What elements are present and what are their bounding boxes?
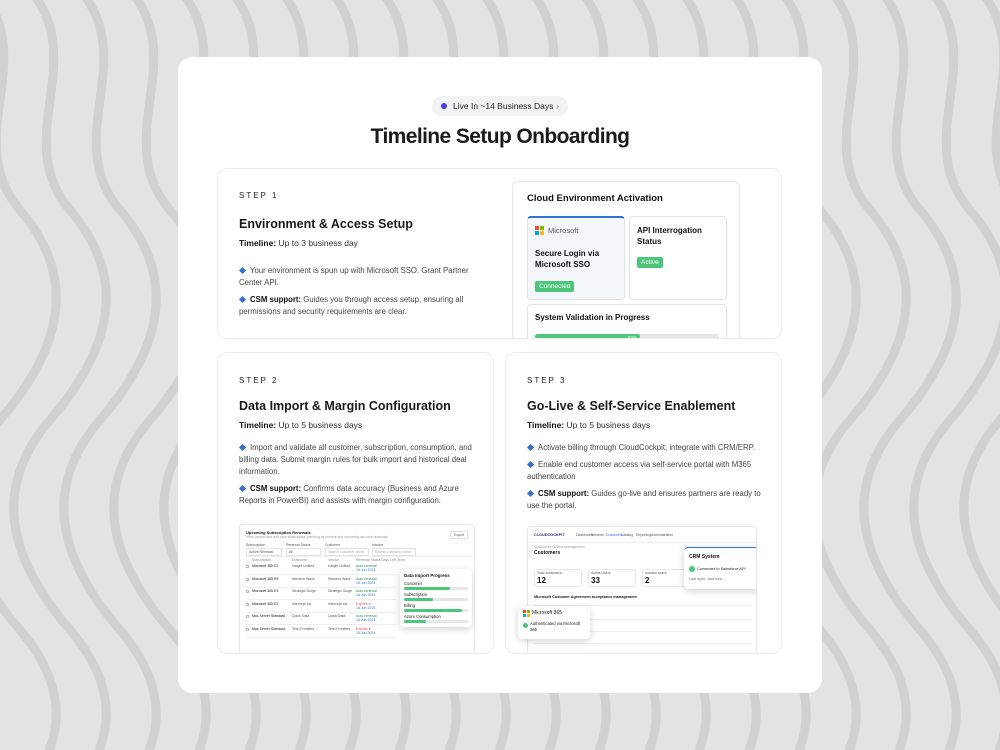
row-date: 16 Jun 2024 bbox=[356, 580, 376, 585]
timeline-label: Timeline: bbox=[527, 420, 565, 430]
import-item-fill bbox=[404, 598, 433, 601]
filter-1-select[interactable]: Active Renewal bbox=[246, 548, 282, 556]
row-vendor: Insight Unified bbox=[328, 564, 351, 568]
row-date: 16 Jun 2024 bbox=[356, 618, 376, 622]
row-date: 16 Jun 2024 bbox=[356, 593, 376, 597]
api-status-badge: Active bbox=[637, 257, 663, 268]
portal-nav-item[interactable]: Customers bbox=[606, 533, 623, 537]
timeline-value: Up to 5 business days bbox=[278, 420, 363, 430]
row-customer: Intercept Inc. bbox=[292, 601, 313, 606]
row-subscription: Microsoft 365 E3 bbox=[252, 601, 279, 606]
row-status: Auto-renewal bbox=[356, 589, 377, 593]
step3-timeline bbox=[527, 420, 650, 430]
row-checkbox[interactable] bbox=[246, 615, 249, 618]
timeline-value: Up to 5 business days bbox=[566, 420, 651, 430]
step1-bullet1: Your environment is spun up with Microsoft SSO. Grant Partner Center API. bbox=[239, 266, 469, 287]
col-days: Days Left bbox=[381, 558, 396, 562]
filter-2-select[interactable]: All bbox=[286, 548, 321, 556]
row-checkbox[interactable] bbox=[246, 578, 249, 581]
filter-3-label: Customer bbox=[325, 543, 341, 547]
sso-card bbox=[527, 216, 625, 300]
live-in-badge[interactable] bbox=[432, 96, 568, 116]
metric-value: 2 bbox=[645, 576, 650, 585]
portal-nav-item[interactable]: Administration bbox=[651, 533, 674, 537]
import-item-fill bbox=[404, 620, 426, 623]
crm-sync: Last sync: Just now bbox=[689, 577, 723, 581]
row-status: Expires in bbox=[356, 601, 372, 606]
microsoft-label: Microsoft bbox=[548, 226, 579, 235]
diamond-bullet-icon bbox=[527, 444, 534, 451]
validation-card bbox=[527, 304, 727, 339]
step2-title: Data Import & Margin Configuration bbox=[239, 399, 451, 413]
row-status: Auto-renewal bbox=[356, 564, 377, 568]
portal-nav-item[interactable]: Vendors bbox=[591, 533, 604, 537]
row-subscription: Mac Server Standard bbox=[252, 626, 286, 631]
col-vendor: Vendor bbox=[328, 558, 340, 562]
step1-panel bbox=[217, 168, 782, 339]
step1-label: STEP 1 bbox=[239, 191, 279, 200]
row-subscription: Microsoft 365 E3 bbox=[252, 589, 279, 593]
microsoft-logo-icon bbox=[523, 610, 530, 617]
step2-label: STEP 2 bbox=[239, 376, 279, 385]
validation-heading: System Validation in Progress bbox=[535, 313, 650, 322]
timeline-label: Timeline: bbox=[239, 420, 277, 430]
import-item-label: Billing bbox=[404, 603, 416, 608]
filter-3-input[interactable]: Search customer name bbox=[325, 548, 369, 556]
diamond-bullet-icon bbox=[527, 461, 534, 468]
row-status: Auto-renewal bbox=[356, 576, 377, 581]
step3-title: Go-Live & Self-Service Enablement bbox=[527, 399, 736, 413]
import-progress-panel bbox=[400, 569, 472, 627]
row-checkbox[interactable] bbox=[246, 603, 249, 606]
portal-nav-item[interactable]: Dashboard bbox=[576, 533, 594, 537]
import-item-label: Customer bbox=[404, 581, 423, 586]
filter-4-label: Vendor bbox=[372, 543, 384, 547]
export-button[interactable]: Export bbox=[450, 531, 468, 539]
row-date: 16 Jun 2024 bbox=[356, 630, 376, 635]
check-circle-icon bbox=[523, 623, 528, 628]
onboarding-card bbox=[178, 57, 822, 693]
filter-4-input[interactable]: Search customer name bbox=[372, 548, 416, 556]
col-term: Term bbox=[397, 558, 405, 562]
cloudcockpit-logo: CLOUDCOCKPIT bbox=[534, 533, 565, 537]
timeline-value: Up to 3 business day bbox=[278, 238, 358, 248]
row-vendor: Quick Data bbox=[328, 614, 346, 618]
row-vendor: Tech Frontiers bbox=[328, 626, 351, 631]
step1-title: Environment & Access Setup bbox=[239, 217, 413, 231]
diamond-bullet-icon bbox=[239, 485, 246, 492]
filter-2-label: Renewal Status bbox=[286, 543, 311, 547]
crm-status: Connected to Salesforce API bbox=[697, 567, 746, 571]
row-checkbox[interactable] bbox=[246, 628, 249, 631]
row-customer: Strategic Surge bbox=[292, 589, 317, 593]
diamond-bullet-icon bbox=[239, 296, 246, 303]
timeline-label: Timeline: bbox=[239, 238, 277, 248]
row-subscription: Mac Server Standard bbox=[252, 614, 286, 618]
renewals-subtitle: View, review and add your subscription pending by current and upcoming account renewals. bbox=[246, 535, 389, 539]
row-checkbox[interactable] bbox=[246, 590, 249, 593]
status-dot-icon bbox=[441, 103, 447, 109]
import-item-fill bbox=[404, 609, 462, 612]
portal-nav-item[interactable]: Catalog bbox=[621, 533, 634, 537]
step2-bullet1: Import and validate all customer, subscription, consumption, and billing data. Submit margin rules for bulk import and historical deal information. bbox=[239, 443, 472, 476]
portal-breadcrumb: Customers › Users management bbox=[534, 545, 585, 549]
row-subscription: Microsoft 365 E5 bbox=[252, 576, 279, 581]
step3-panel bbox=[505, 352, 782, 654]
badge-text: Live In ~14 Business Days bbox=[453, 101, 554, 111]
metric-label: Total customers bbox=[537, 571, 562, 575]
step1-bullet2: CSM support: Guides you through access setup, ensuring all permissions and security requirements are clear. bbox=[239, 295, 464, 316]
portal-nav-item[interactable]: Reporting bbox=[636, 533, 652, 537]
portal-page-title: Customers bbox=[534, 550, 561, 556]
step2-timeline bbox=[239, 420, 362, 430]
microsoft-logo-icon bbox=[535, 226, 544, 235]
sso-heading: Secure Login via Microsoft SSO bbox=[535, 249, 600, 269]
microsoft-auth-panel bbox=[518, 606, 590, 639]
col-status: Renewal Status bbox=[356, 558, 381, 562]
step2-panel bbox=[217, 352, 494, 654]
row-date: 16 Jun 2024 bbox=[356, 568, 376, 572]
step3-bullet1: Activate billing through CloudCockpit; integrate with CRM/ERP. bbox=[527, 442, 767, 454]
row-status: Auto-renewal bbox=[356, 614, 377, 618]
ms-status: Authenticated via Microsoft 365 bbox=[530, 621, 581, 632]
col-customer: Customer bbox=[292, 558, 308, 562]
check-circle-icon bbox=[689, 566, 695, 572]
metric-label: Inactive users bbox=[645, 571, 667, 575]
row-customer: Insight Unified bbox=[292, 564, 315, 568]
row-vendor: Strategic Surge bbox=[328, 589, 353, 593]
chevron-right-icon: › bbox=[556, 101, 559, 111]
step2-bullet2: CSM support: Confirms data accuracy (Business and Azure Reports in PowerBI) and assists with margin configuration. bbox=[239, 484, 459, 505]
diamond-bullet-icon bbox=[239, 267, 246, 274]
import-item-label: Azure Consumption bbox=[404, 614, 441, 619]
row-vendor: Intercept Inc. bbox=[328, 601, 349, 606]
filter-1-label: Subscription bbox=[246, 543, 266, 547]
import-item-fill bbox=[404, 587, 450, 590]
sso-status-badge: Connected bbox=[535, 281, 574, 292]
row-customer: Tech Frontiers bbox=[292, 626, 315, 631]
step3-bullet2: Enable end customer access via self-service portal with M365 authentication bbox=[527, 460, 752, 481]
diamond-bullet-icon bbox=[527, 490, 534, 497]
api-heading: API Interrogation Status bbox=[637, 226, 702, 246]
row-status: Expires in bbox=[356, 626, 372, 631]
portal-section-title: Microsoft Customer Agreement acceptance management bbox=[534, 595, 637, 599]
renewals-screenshot bbox=[239, 524, 475, 654]
page-title: Timeline Setup Onboarding bbox=[370, 125, 630, 148]
row-customer: Western Wave bbox=[292, 576, 315, 581]
row-customer: Quick Data bbox=[292, 614, 310, 618]
row-vendor: Western Wave bbox=[328, 576, 351, 581]
renewals-title: Upcoming Subscription Renewals bbox=[246, 530, 311, 535]
row-date: 16 Jun 2024 bbox=[356, 605, 376, 610]
step1-timeline bbox=[239, 238, 358, 248]
validation-progress-label: 60% bbox=[627, 334, 637, 339]
crm-system-panel bbox=[684, 547, 757, 589]
row-checkbox[interactable] bbox=[246, 565, 249, 568]
cloud-activation-mockup bbox=[512, 181, 740, 339]
col-subscription: Subscription bbox=[252, 558, 272, 562]
metric-value: 33 bbox=[591, 576, 600, 585]
ms-name: Microsoft 365 bbox=[532, 610, 563, 616]
import-item-label: Subscription bbox=[404, 592, 428, 597]
crm-title: CRM System bbox=[689, 554, 720, 560]
metric-value: 12 bbox=[537, 576, 546, 585]
import-progress-title: Data Import Progress bbox=[404, 573, 450, 578]
validation-progress-fill bbox=[535, 334, 640, 339]
cloud-activation-title: Cloud Environment Activation bbox=[527, 193, 663, 204]
row-subscription: Microsoft 365 E3 bbox=[252, 564, 279, 568]
api-card bbox=[629, 216, 727, 300]
step3-label: STEP 3 bbox=[527, 376, 567, 385]
metric-label: Active Users bbox=[591, 571, 611, 575]
step3-bullet3: CSM support: Guides go-live and ensures partners are ready to use the portal. bbox=[527, 489, 761, 510]
diamond-bullet-icon bbox=[239, 444, 246, 451]
